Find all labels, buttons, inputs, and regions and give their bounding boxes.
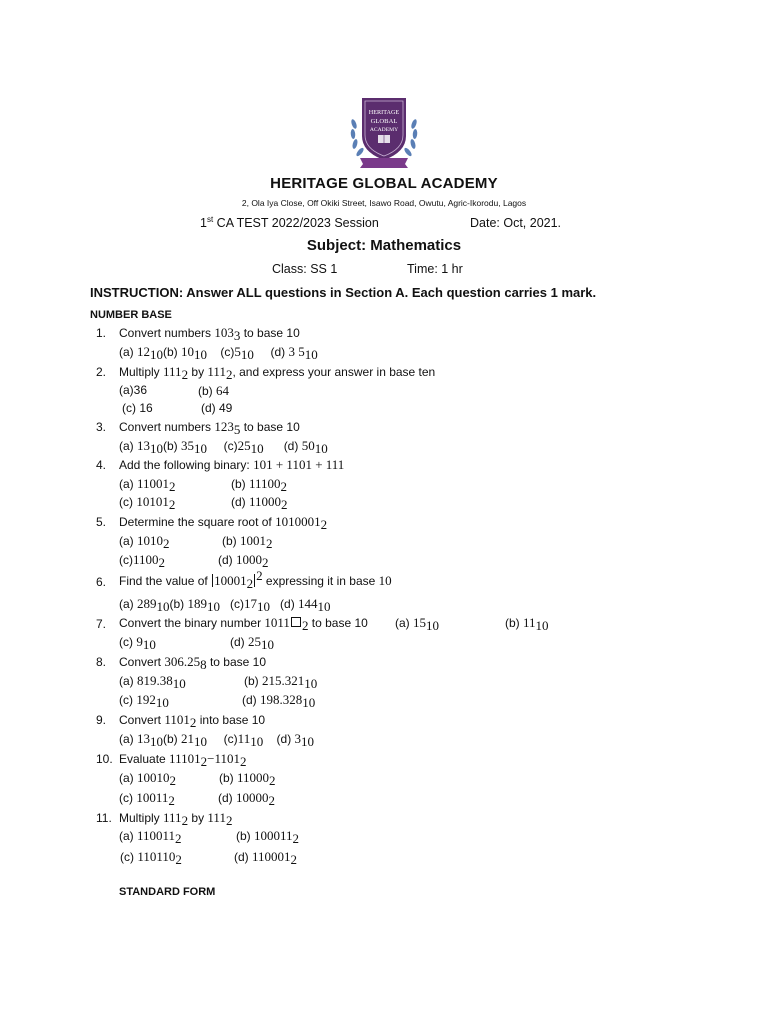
question-7-option-a: (a) $15_{10}$: [395, 615, 439, 633]
question-number: 2.: [96, 365, 107, 379]
question-number: 8.: [96, 655, 107, 669]
school-address: 2, Ola Iya Close, Off Okiki Street, Isawo Road, Owutu, Agric-Ikorodu, Lagos: [241, 198, 527, 208]
question-1: Convert numbers $103_3$ to base 10: [119, 325, 300, 343]
time-label: Time: 1 hr: [407, 262, 463, 276]
question-number: 10.: [96, 752, 113, 766]
question-9-options: (a) $13_{10}(b)$ $21_{10}$ $(c)11_{10}$ (d) $3_{10}$: [119, 731, 315, 749]
question-4-option-c: (c) $10101_2$: [119, 494, 176, 512]
instruction: INSTRUCTION: Answer ALL questions in Section A. Each question carries 1 mark.: [90, 285, 597, 300]
subject-title: Subject: Mathematics: [306, 237, 462, 254]
question-number: 11.: [96, 811, 112, 825]
question-7-option-d: (d) $25_{10}$: [230, 634, 274, 652]
question-1-options: (a) $12_{10}(b)$ $10_{10}$ $(c)5_{10}$ (d) 3 $5_{10}$: [119, 344, 318, 362]
question-10: Evaluate $11101_2-1101_2$: [119, 751, 247, 769]
test-date: Date: Oct, 2021.: [470, 216, 562, 230]
question-6-options: (a) $289_{10}(b)$ $189_{10}$ $(c)17_{10}$ (d) $144_{10}$: [119, 596, 331, 614]
question-4-option-a: (a) $11001_2$: [119, 476, 176, 494]
school-name: HERITAGE GLOBAL ACADEMY: [270, 175, 498, 192]
question-7-option-b: (b) $11_{10}$: [505, 615, 549, 633]
question-2-option-b: (b) 64: [198, 383, 229, 398]
question-10-option-b: (b) $11000_2$: [219, 770, 276, 788]
question-4: Add the following binary: 101 + 1101 + 111: [119, 457, 345, 472]
question-11-option-a: (a) $110011_2$: [119, 828, 182, 846]
question-3: Convert numbers $123_5$ to base 10: [119, 419, 300, 437]
question-5-option-b: (b) $1001_2$: [222, 533, 273, 551]
svg-text:HERITAGE: HERITAGE: [368, 109, 400, 116]
question-2: Multiply $111_2$ by $111_2$, and express your answer in base ten: [119, 364, 436, 382]
question-10-option-a: (a) $10010_2$: [119, 770, 176, 788]
question-8-option-d: (d) $198.328_{10}$: [242, 692, 316, 710]
question-7: Convert the binary number 1011 $_2$ to base 10: [119, 615, 368, 633]
question-number: 7.: [96, 617, 107, 631]
question-number: 4.: [96, 458, 107, 472]
question-8-option-a: (a) $819.38_{10}$: [119, 673, 186, 691]
question-8-option-b: (b) $215.321_{10}$: [244, 673, 318, 691]
question-number: 9.: [96, 713, 107, 727]
question-number: 3.: [96, 420, 107, 434]
test-title: 1st CA TEST 2022/2023 Session: [200, 214, 379, 230]
question-2-option-d: (d) 49: [201, 401, 233, 415]
question-11: Multiply $111_2$ by $111_2$: [119, 810, 233, 828]
question-3-options: (a) $13_{10}(b)$ $35_{10}$ $(c)25_{10}$ (d) $50_{10}$: [119, 438, 328, 456]
question-5-option-c: $(c)1100_2$: [119, 552, 166, 570]
school-crest-icon: [348, 94, 420, 170]
section-standard-form: STANDARD FORM: [119, 886, 216, 898]
question-11-option-d: (d) $110001_2$: [234, 849, 298, 867]
question-8: Convert $306.25_8$ to base 10: [119, 654, 266, 672]
question-11-option-b: (b) $100011_2$: [236, 828, 300, 846]
svg-text:GLOBAL: GLOBAL: [370, 118, 398, 125]
question-5: Determine the square root of $1010001_2$: [119, 514, 328, 532]
question-9: Convert $1101_2$ into base 10: [119, 712, 266, 730]
question-number: 1.: [96, 326, 107, 340]
question-2-option-c: (c) 16: [122, 401, 153, 415]
question-11-option-c: (c) $110110_2$: [120, 849, 182, 867]
question-number: 5.: [96, 515, 107, 529]
question-10-option-d: (d) $10000_2$: [218, 790, 275, 808]
question-4-option-b: (b) $11100_2$: [231, 476, 288, 494]
question-6: Find the value of $10001_2^2$ expressing it in base 10: [119, 568, 392, 591]
question-8-option-c: (c) $192_{10}$: [119, 692, 169, 710]
question-7-option-c: (c) $9_{10}$: [119, 634, 156, 652]
question-4-option-d: (d) $11000_2$: [231, 494, 288, 512]
class-label: Class: SS 1: [272, 262, 338, 276]
question-5-option-d: (d) $1000_2$: [218, 552, 269, 570]
svg-text:ACADEMY: ACADEMY: [369, 127, 399, 133]
section-number-base: NUMBER BASE: [90, 309, 172, 321]
question-2-option-a: (a)36: [119, 383, 148, 397]
question-10-option-c: (c) $10011_2$: [119, 790, 175, 808]
question-number: 6.: [96, 575, 107, 589]
question-5-option-a: (a) $1010_2$: [119, 533, 170, 551]
